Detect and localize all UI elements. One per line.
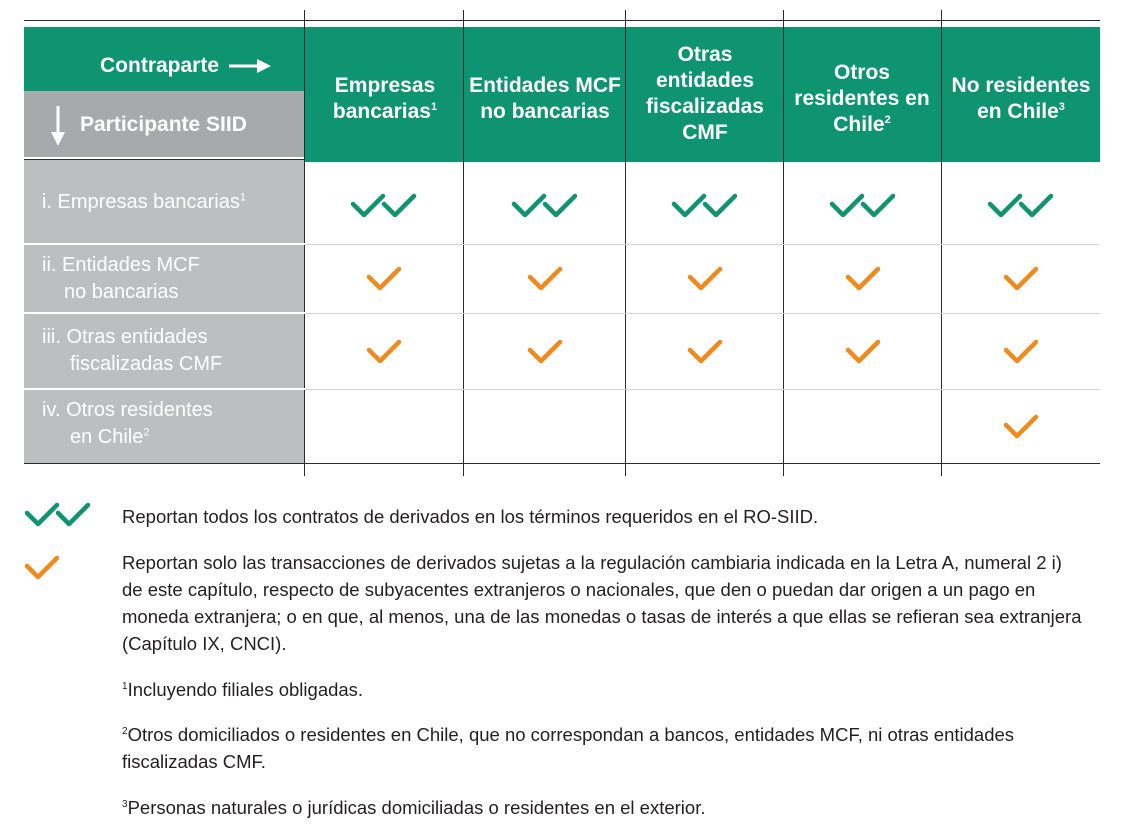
matrix-cell — [464, 245, 625, 313]
matrix-cell — [464, 167, 625, 244]
participante-label — [50, 104, 247, 146]
matrix-cell — [784, 314, 941, 389]
column-header-empresas: Empresas bancarias$^1$ — [332, 74, 438, 123]
matrix-cell — [784, 167, 941, 244]
double-check-icon — [350, 191, 418, 221]
double-check-icon — [987, 191, 1055, 221]
row-label-empresas: i. Empresas bancarias$^1$ — [42, 191, 246, 213]
check-icon — [527, 264, 563, 294]
check-icon — [366, 264, 402, 294]
matrix-cell — [305, 314, 463, 389]
double-check-icon — [24, 500, 92, 530]
matrix-cell — [942, 390, 1100, 464]
arrow-down-icon — [50, 104, 66, 146]
legend-single-icon — [24, 553, 60, 588]
check-icon — [845, 264, 881, 294]
matrix-cell — [464, 314, 625, 389]
legend-single-text: Reportan solo las transacciones de derivados sujetas a la regulación cambiaria indicada en la Letra A, numeral 2 i) de este capítulo, respecto de subyacentes extranjeros o nacionales, que den o puedan dar origen a un pago en moneda extranjera; o en que, al menos, una de las monedas o tasas de interés a que ellas se refieran sea extranjera (Capítulo IX, CNCI). — [122, 552, 1082, 654]
check-icon — [366, 337, 402, 367]
check-icon — [24, 553, 60, 583]
matrix-cell — [626, 167, 783, 244]
check-icon — [1003, 264, 1039, 294]
table-bottom-rule — [24, 463, 1100, 464]
check-icon — [1003, 337, 1039, 367]
double-check-icon — [511, 191, 579, 221]
matrix-cell — [305, 245, 463, 313]
legend-double-text: Reportan todos los contratos de derivados en los términos requeridos en el RO-SIID. — [122, 506, 819, 527]
double-check-icon — [829, 191, 897, 221]
footnote-1: $^1$Incluyendo filiales obligadas. — [122, 679, 364, 700]
arrow-right-icon — [229, 57, 273, 75]
column-header-otros-residentes: Otros residentes en Chile$^2$ — [794, 61, 930, 136]
matrix-cell — [305, 167, 463, 244]
footnote-3: $^3$Personas naturales o jurídicas domiciliadas o residentes en el exterior. — [122, 797, 706, 818]
column-header-mcf: Entidades MCF no bancarias — [469, 74, 621, 123]
contraparte-text: Contraparte — [100, 54, 220, 77]
check-icon — [1003, 412, 1039, 442]
row-label-otras-entidades: iii. Otras entidades fiscalizadas CMF — [42, 326, 223, 375]
table-top-rule — [24, 20, 1100, 21]
matrix-cell — [942, 167, 1100, 244]
row-separator — [24, 312, 305, 314]
matrix-cell — [626, 245, 783, 313]
row-separator — [24, 388, 305, 390]
column-header-no-residentes: No residentes en Chile$^3$ — [951, 74, 1091, 123]
matrix-cell — [942, 245, 1100, 313]
check-icon — [687, 264, 723, 294]
legend-double-icon — [24, 500, 92, 535]
matrix-cell — [942, 314, 1100, 389]
check-icon — [687, 337, 723, 367]
check-icon — [845, 337, 881, 367]
row-label-mcf: ii. Entidades MCF no bancarias — [42, 254, 200, 303]
matrix-cell — [626, 314, 783, 389]
footnote-2: $^2$Otros domiciliados o residentes en Chile, que no correspondan a bancos, entidades MCF, ni otras entidades fiscalizadas CMF. — [122, 724, 1015, 772]
row-label-otros-residentes: iv. Otros residentes en Chile$^2$ — [42, 399, 213, 448]
contraparte-label — [100, 47, 273, 85]
matrix-cell — [784, 245, 941, 313]
header-bottom-rule — [24, 159, 305, 160]
double-check-icon — [671, 191, 739, 221]
column-header-otras-entidades: Otras entidades fiscalizadas CMF — [646, 43, 764, 144]
row-separator — [24, 243, 305, 245]
check-icon — [527, 337, 563, 367]
participante-text: Participante SIID — [80, 113, 247, 136]
